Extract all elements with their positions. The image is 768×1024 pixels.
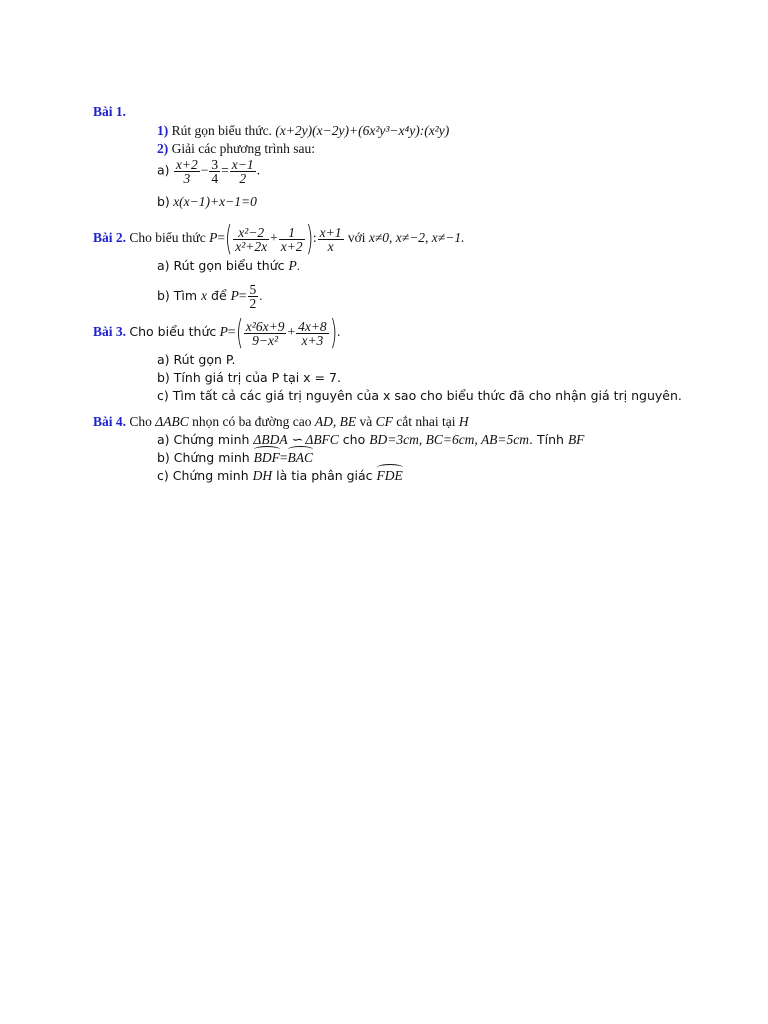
bai2-b-text: b) Tìm	[157, 288, 198, 303]
frac-denominator: x+2	[280, 238, 303, 254]
bai2-fraction-1	[233, 226, 269, 253]
bai1-b-expression: x(x−1)+x−1=0	[173, 194, 257, 209]
bai2-part-a: a) Rút gọn biểu thức P.	[157, 258, 300, 273]
bai1-q1-expression: (x+2y)(x−2y)+(6x²y³−x⁴y):(x²y)	[275, 123, 450, 138]
bai3-fraction-1	[244, 320, 287, 347]
frac-numerator: x²6x+9	[245, 318, 285, 334]
bai4-a-similarity: ΔBDA ∽ ΔBFC	[253, 432, 339, 447]
bai3-fraction-2	[296, 320, 329, 347]
bai1-b-label: b)	[157, 194, 170, 209]
bai2-b-text2: để	[211, 288, 227, 303]
bai1-q2-text: Giải các phương trình sau:	[171, 141, 316, 156]
bai1-a-fraction-3	[230, 158, 256, 185]
bai1-eq-a: a) $\frac{x+2}{3}$ − $\frac{3}{4}$ = $\frac{x-1}{2}$ .	[157, 157, 261, 186]
frac-denominator: x²+2x	[235, 238, 268, 254]
bai4-point-h: H	[458, 414, 469, 429]
frac-numerator: 5	[249, 282, 257, 297]
bai3-part-b: b) Tính giá trị của P tại x = 7.	[157, 370, 341, 385]
frac-denominator: 3	[183, 171, 191, 186]
frac-numerator: x²−2	[233, 226, 269, 240]
bai4-intro	[93, 413, 469, 431]
bai4-c-dh: DH	[252, 468, 273, 483]
frac-numerator: x+1	[319, 224, 342, 240]
frac-denominator: 2	[249, 296, 257, 311]
bai4-part-c	[157, 467, 403, 485]
bai4-intro3: cắt nhai tại	[396, 414, 456, 429]
bai4-a-text: a) Chứng minh	[157, 432, 250, 447]
bai1-heading: Bài 1.	[93, 104, 127, 119]
bai2-intro-text: Cho biểu thức	[129, 230, 206, 246]
bai4-b-angle-bdf: BDF	[253, 450, 280, 465]
frac-numerator: 4x+8	[298, 318, 327, 334]
bai4-altitude-cf: CF	[375, 414, 393, 429]
bai4-a-values: BD=3cm, BC=6cm, AB=5cm	[369, 432, 530, 447]
bai2-fraction-2	[279, 226, 305, 253]
bai4-b-angle-bac: BAC	[287, 450, 314, 465]
frac-numerator: 1	[279, 226, 305, 240]
bai4-and: và	[359, 414, 373, 429]
bai2-a-text: a) Rút gọn biểu thức	[157, 258, 285, 273]
frac-denominator: x	[327, 238, 334, 254]
bai2-part-b: b) Tìm x để P= $\frac{5}{2}$ .	[157, 282, 263, 311]
bai2-intro: Bài 2. Cho biểu thức P=( $\frac{\text{x²−2}}{\text{x²+2x}}$ + $\frac{1}{x+2}$ ): $\frac{x+1}{x}$ với x≠0, x≠−2, x≠−1.	[93, 219, 465, 259]
bai1-q2-number: 2)	[157, 141, 169, 156]
bai4-a-tinh: . Tính	[529, 432, 564, 447]
bai4-a-cho: cho	[342, 432, 366, 447]
frac-denominator: x+3	[301, 332, 324, 348]
bai3-intro: Bài 3. Cho biểu thức P=( $\frac{\text{x²6x+9}}{\text{9−x²}}$ + $\frac{4x+8}{x+3}$ ).	[93, 313, 341, 353]
frac-numerator: x−1	[231, 157, 254, 172]
bai2-b-fraction	[248, 283, 259, 310]
bai1-eq-b	[157, 193, 257, 211]
bai4-part-a	[157, 431, 584, 449]
bai1-q1	[157, 122, 449, 140]
bai3-part-a: a) Rút gọn P.	[157, 352, 236, 367]
frac-numerator: x+2	[175, 157, 198, 172]
bai4-c-text: c) Chứng minh	[157, 468, 249, 483]
bai4-c-angle-fde: FDE	[376, 468, 403, 483]
bai1-q1-text: Rút gọn biểu thức.	[171, 123, 272, 138]
frac-denominator: 4	[211, 171, 219, 186]
bai4-a-bf: BF	[567, 432, 585, 447]
bai4-intro2: nhọn có ba đường cao	[192, 414, 312, 429]
bai2-condition: x≠0, x≠−2, x≠−1.	[368, 230, 465, 246]
bai2-cond-word: với	[347, 230, 366, 246]
frac-numerator: 3	[211, 157, 219, 172]
bai2-fraction-3	[318, 226, 344, 253]
bai1-a-fraction-1	[174, 158, 200, 185]
bai4-intro1: Cho	[129, 414, 152, 429]
bai4-c-text2: là tia phân giác	[276, 468, 373, 483]
bai1-q1-number: 1)	[157, 123, 169, 138]
bai4-part-b: b) Chứng minh BDF=BAC	[157, 450, 314, 465]
bai4-b-text: b) Chứng minh	[157, 450, 250, 465]
bai1-q2	[157, 140, 315, 158]
frac-denominator: 9−x²	[252, 332, 279, 348]
bai3-part-c: c) Tìm tất cả các giá trị nguyên của x sao cho biểu thức đã cho nhận giá trị nguyên.	[157, 388, 682, 403]
bai4-altitudes: AD, BE	[314, 414, 357, 429]
bai4-triangle: ΔABC	[155, 414, 189, 429]
bai3-intro-text: Cho biểu thức	[129, 324, 217, 340]
bai1-a-fraction-2	[209, 158, 220, 185]
bai3-heading: Bài 3.	[93, 324, 127, 340]
bai4-heading: Bài 4.	[93, 414, 127, 429]
bai2-heading: Bài 2.	[93, 230, 127, 246]
frac-denominator: 2	[239, 171, 247, 186]
bai1-a-label: a)	[157, 162, 170, 178]
